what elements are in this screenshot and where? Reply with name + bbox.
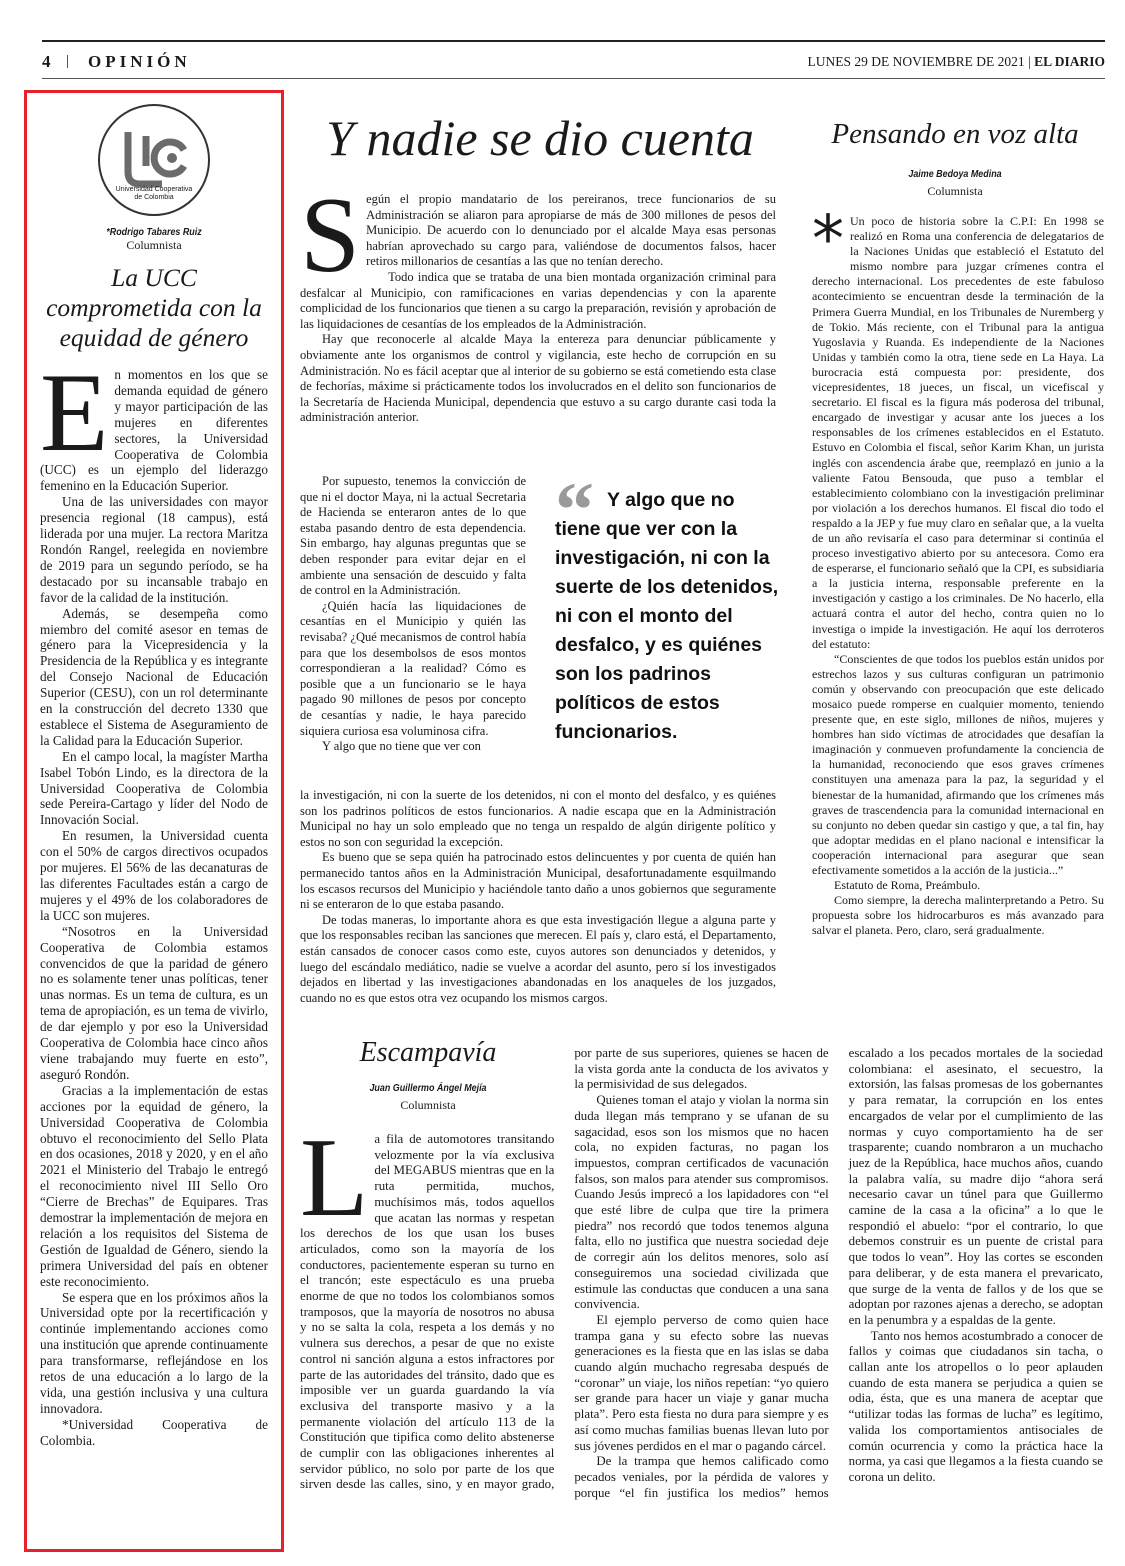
editorial-paragraph: De todas maneras, lo importante ahora es que esta investigación llegue a alguna parte y que los responsables reciban las sanciones que merecen. El país y, claro está, el Departamento, están cansados de conocer casos como este, cuyos autores son denunciados y detenidos, y luego del escándalo mediático, nadie se vuelve a acordar del asunto, pero sí los investigados dejados en libertad y las investigaciones abandonadas en los anaqueles de los juzgados, cuando no es que estos otra vez ocupando los mismos cargos.	[300, 912, 776, 1005]
paper-name: EL DIARIO	[1034, 54, 1105, 69]
right-paragraph: Como siempre, la derecha malinterpretando a Petro. Su propuesta sobre los hidrocarburos es más avanzado para salvar el planeta. Pero, claro, será gradualmente.	[812, 893, 1104, 938]
right-column-body	[812, 203, 1104, 939]
editorial-paragraph: Hay que reconocerle al alcalde Maya la entereza para denunciar públicamente y obviamente ante los organismos de control y vigilancia, este hecho de corrupción en su Administración. No es fácil aceptar que al interior de su gobierno se está cometiendo esta clase de fechorías, máxime si prácticamente todos los involucrados en el delito son funcionarios de la Secretaría de Hacienda Municipal, dependencia que estuvo a su cargo durante casi toda la administración anterior.	[300, 332, 776, 425]
editorial-paragraph: la investigación, ni con la suerte de los detenidos, ni con el monto del desfalco, y es quiénes son los padrinos políticos de estos funcionarios. A nadie escapa que en la Administración Municipal no hay un solo empleado que no tenga un respaldo de algún dirigente político y estos no son con seguridad la excepción.	[300, 788, 776, 849]
left-footnote: *Universidad Cooperativa de Colombia.	[40, 1416, 268, 1448]
bottom-article-body	[300, 1046, 1103, 1552]
left-paragraph: Gracias a la implementación de estas acciones por la equidad de género, la Universidad Cooperativa de Colombia obtuvo el reconocimiento del Sello Plata en dos ocasiones, 2018 y 2020, y en el año 2021 el Ministerio del Trabajo le entregó el reconocimiento nivel III Sello Oro “Cierre de Brechas” de Equipares. Tras demostrar la implementación de mejora en relación a los requisitos del Sistema de Gestión de Igualdad de Género, siendo la primera Universidad del país en obtener este reconocimiento.	[40, 1082, 268, 1289]
left-paragraph: Se espera que en los próximos años la Universidad opte por la recertificación y continúe implementando acciones como una institución que aprende continuamente para transformarse, reflejándose en los retos de una educación a lo largo de la vida, una gestión inclusiva y una cultura innovadora.	[40, 1289, 268, 1416]
right-byline-role: Columnista	[927, 184, 983, 198]
left-column	[40, 96, 268, 1546]
header-top-rule	[42, 40, 1105, 42]
ucc-logo	[98, 104, 210, 216]
right-byline: Jaime Bedoya Medina	[908, 168, 1002, 180]
bottom-article-title: Escampavía	[359, 1037, 497, 1068]
page-header	[42, 52, 1105, 76]
quote-mark-icon: “	[555, 466, 594, 553]
editorial-paragraph: ¿Quién hacía las liquidaciones de cesantías en el Municipio y quién las revisaba? ¿Qué mecanismos de control había para que los desembolsos de esos montos correspondieran a la realidad? Cómo es posible que a un funcionario se le haya pagado 90 millones de pesos por concepto de cesantías y nadie, le haya parecido siquiera curiosa esa voluminosa cifra.	[300, 598, 526, 738]
left-byline: *Rodrigo Tabares Ruiz	[106, 226, 202, 238]
bottom-paragraph: De la trampa que hemos calificado como pecados veniales, por la pérdida de valores y porque “el fin justifica los medios” hemos escalado a los pecados mortales de la sociedad colombiana: el asesinato, el secuestro, la extorsión, las falsas promesas de los gobernantes y para rematar, la corrupción en los entes encargados de velar por el cumplimiento de las normas y cuyo comportamiento ha de ser trasparente; cuando nombraron a un muchacho juez de la República, hace muchos años, cuando la palabra valía, su madre dijo “ahora será necesario cavar un túnel para que Guillermo camine de la casa a la oficina” a lo que le respondió el abuelo: “por el contrario, lo que debemos construir es un puente de cristal para que todos lo vean”. Hoy las cortes se esconden para deliberar, y de esta manera el prevaricato, que surge de la venta de fallos y de los que se adoptan por razones ajenas a derecho, se adoptan en la penumbra y a espaldas de la gente.	[574, 1046, 1103, 1500]
bottom-byline-role: Columnista	[400, 1098, 456, 1112]
page-number: 4	[42, 52, 51, 71]
section-label: OPINIÓN	[88, 52, 191, 71]
pull-quote	[555, 466, 780, 747]
logo-caption: Universidad Cooperativa de Colombia	[115, 186, 193, 201]
left-paragraph: En resumen, la Universidad cuenta con el 50% de cargos directivos ocupados por mujeres. El 56% de las decanaturas de las diferentes Facultades están a cargo de mujeres y el 49% de los colaboradores de la UCC son mujeres.	[40, 828, 268, 923]
left-paragraph: n momentos en los que se demanda equidad de género y mayor participación de las mujeres en diferentes sectores, la Universidad Cooperativa de Colombia (UCC) es un ejemplo del liderazgo femenino en la Educación Superior.	[40, 367, 268, 494]
editorial-paragraph: Es bueno que se sepa quién ha patrocinado estos delincuentes y por cuenta de quién han permanecido tantos años en la Administración Municipal, desafortunadamente esquilmando los escasos recursos del Municipio y haciéndole tanto daño a unos gobiernos que seguramente ni se enteraron de lo que estaba pasando.	[300, 850, 776, 912]
pull-quote-text: Y algo que no tiene que ver con la investigación, ni con la suerte de los detenidos, ni con el monto del desfalco, y es quiénes son los padrinos políticos de estos funcionarios.	[555, 489, 779, 743]
editorial-body-bottom	[300, 788, 776, 1006]
right-paragraph: Un poco de historia sobre la C.P.I: En 1998 se realizó en Roma una conferencia de delegatarios de la Naciones Unidas que estableció el Estatuto del mismo nombre para juzgar crímenes contra el derecho internacional. Los precedentes de este fabuloso acontecimiento se encuentran desde la terminación de la Primera Guerra Mundial, en los Tribunales de Nuremberg y de Tokio. Más reciente, con el Tribunal para la antigua Yugoslavia y Ruanda. Es independiente de la Naciones Unidas y también como la otra, tiene sede en La Haya. La burocracia está compuesta por: presidente, dos vicepresidentes, 18 jueces, un fiscal, un vicefiscal y secretario. El fiscal es la figura más poderosa del tribunal, encargado de investigar y acusar ante los jueces a los responsables de los crímenes establecidos en el Estatuto. Estuvo en Colombia el fiscal, señor Karim Khan, un jurista inglés con ascendencia árabe que, reemplazó en junio a la valiente Fatou Bensouda, que puso a temblar el establecimiento colombiano con la investigación preliminar por violación a los derechos humanos. El fiscal dio todo el respaldo a la JEP y fue muy claro en señalar que, a la vuelta de un año revisaría el caso para determinar si continúa el proceso investigativo abierto por su antecesora. Como era de esperarse, el funcionario señaló que la CPI, es subsidiaria a la justicia interna, responsable preferente en la investigación y castigo a los criminales. De No hacerlo, ella actuará contra el autor del hecho, contra quien no lo investiga o impide la investigación. He aquí los derroteros del estatuto:	[812, 214, 1104, 651]
right-column-title: Pensando en voz alta	[831, 118, 1079, 150]
header-dateline: LUNES 29 DE NOVIEMBRE DE 2021 | EL DIARIO	[807, 54, 1105, 69]
bottom-paragraph: Tanto nos hemos acostumbrado a conocer de fallos y coimas que ciudadanos sin tacha, o callan ante los atropellos o lo peor aplauden cuando de esta manera se perjudica a quien se odia, ésta, que es una manera de aceptar que “utilizar todas las formas de lucha” es legítimo, valida los comportamientos antisociales de común ocurrencia y como la práctica hace la norma, ya casi que llegamos a la fiesta cuando se corona un delito.	[848, 1328, 1103, 1484]
left-byline-role: Columnista	[126, 238, 182, 252]
left-paragraph: Además, se desempeña como miembro del comité asesor en temas de género para la Vicepresidencia y la Presidencia de la República y es integrante del Consejo Nacional de Educación Superior (CESU), con un rol determinante en la construcción del decreto 1330 que establece el Sistema de Aseguramiento de la Calidad para la Educación Superior.	[40, 605, 268, 748]
left-paragraph: “Nosotros en la Universidad Cooperativa de Colombia estamos convencidos de que la paridad de género no es solamente tener unas políticas, tener unas normas. Es un tema de cultura, es un tema de apropiación, es un tema de vivirlo, de dar ejemplo y por eso la Universidad Cooperativa de Colombia hace cinco años viene trabajando muy fuerte en esto”, aseguró Rondón.	[40, 923, 268, 1082]
left-article-body	[40, 351, 268, 1449]
right-drop-cap: *	[812, 203, 844, 277]
right-paragraph: Estatuto de Roma, Preámbulo.	[834, 878, 981, 893]
bottom-paragraph: El ejemplo perverso de como quien hace trampa gana y su efecto sobre las nuevas generaciones es la fiesta que en las islas se daba cuando algún muchacho regresaba después de “coronar” un viaje, los niños repetían: “yo quiero ser grande para hacer un viaje y ganar mucha plata”. Pero esta fiesta no dura para siempre y es así como muchas familias buenas llevan luto por sus jóvenes perdidos en el mar o pagando cárcel.	[574, 1312, 829, 1453]
right-paragraph: “Conscientes de que todos los pueblos están unidos por estrechos lazos y sus culturas configuran un patrimonio común y observando con preocupación que este delicado mosaico puede romperse en cualquier momento, teniendo presente que, en este siglo, millones de niños, mujeres y hombres han sido víctimas de atrocidades que desafían la imaginación y conmueven profundamente la conciencia de la humanidad, reconociendo que esos graves crímenes constituyen una amenaza para la paz, la seguridad y el bienestar de la humanidad, afirmando que los crímenes más graves de trascendencia para la comunidad internacional en su conjunto no deben quedar sin castigo y que, a tal fin, hay que adoptar medidas en el plano nacional e intensificar la cooperación internacional para asegurar que sean efectivamente sometidos a la acción de la justicia...”	[812, 651, 1104, 878]
editorial-paragraph: Y algo que no tiene que ver con	[322, 739, 481, 754]
bottom-paragraph: a fila de automotores transitando velozmente por la vía exclusiva del MEGABUS mientras que en la ruta permitida, muchos, muchísimos más, todos aquellos que acatan las normas y respetan los derechos de los que usan los buses articulados, como son la mayoría de los conductores, pacientemente esperan su turno en el trancón; este espectáculo es una prueba enorme de que no todos los colombianos somos tramposos, que la mayoría de nosotros no abusa y no se salta la cola, respeta a los demás y no vulnera sus derechos, a pesar de que no existe control ni sanción alguna a estos infractores por parte de las autoridades del tránsito, dado que es imposible ver un guarda guardando la vía exclusiva del transporte masivo y a la permanente violación del artículo 113 de la Constitución que tipifica como delito abstenerse de cumplir con las obligaciones inherentes al servidor público, no solo por parte de los que sirven desde las calles, sino, y en mayor grado, por parte de sus superiores, quienes se hacen de la vista gorda ante la conducta de los avivatos y la permisividad de sus delegados.	[300, 1046, 829, 1492]
editorial-paragraph: Todo indica que se trataba de una bien montada organización criminal para desfalcar al Municipio, con ramificaciones en varias dependencias y con la aparente complicidad de los funcionarios que tienen a su cargo la preparación, revisión y aprobación de las liquidaciones de cesantías de los empleados de la Administración.	[300, 269, 776, 331]
header-bottom-rule	[42, 78, 1105, 79]
header-date: LUNES 29 DE NOVIEMBRE DE 2021	[807, 54, 1025, 69]
editorial-drop-cap: S	[300, 176, 361, 295]
bottom-paragraph: Quienes toman el atajo y violan la norma sin duda llegan más temprano y se ufanan de su sagacidad, esos son los mismos que no hacen cola, no expiden facturas, no pagan los impuestos, compran certificados de vacunación falsos, son malos para atender sus compromisos. Cuando Jesús imprecó a los lapidadores con “el que esté libre de culpa que tire la primera piedra” nos recordó que todos tenemos alguna falta, ello no justifica que nuestra sociedad deje de corregir aún los delitos menores, solo así conseguiremos una sociedad civilizada que estimule las conductas que conducen a una sana convivencia.	[574, 1093, 829, 1312]
bottom-drop-cap: L	[300, 1116, 369, 1240]
left-paragraph: Una de las universidades con mayor presencia regional (18 campus), está liderada por una mujer. La rectora Maritza Rondón Rangel, reelegida en noviembre de 2019 para un segundo período, se ha destacado por su incansable trabajo en favor de la calidad de la institución.	[40, 494, 268, 605]
header-separator: |	[66, 53, 70, 69]
left-paragraph: En el campo local, la magíster Martha Isabel Tobón Lindo, es la directora de la Universidad Cooperativa de Colombia sede Pereira-Cartago y líder del Nodo de Innovación Social.	[40, 748, 268, 828]
editorial-title: Y nadie se dio cuenta	[326, 110, 754, 166]
editorial-body-top	[300, 176, 776, 426]
editorial-paragraph: egún el propio mandatario de los pereiranos, trece funcionarios de su Administración se aliaron para apropiarse de más de 300 millones de pesos del Municipio. De acuerdo con lo denunciado por el alcalde Maya esas personas habrían aprovechado su cargo para, valiéndose de documentos falsos, hacer retiros millonarios de cesantías a las que no tenían derecho.	[366, 192, 776, 269]
editorial-body-narrow	[300, 474, 526, 755]
bottom-byline: Juan Guillermo Ángel Mejía	[369, 1082, 487, 1094]
left-drop-cap: E	[40, 351, 109, 475]
editorial-paragraph: Por supuesto, tenemos la convicción de que ni el doctor Maya, ni la actual Secretaria de Hacienda se enteraron antes de lo que estaba pasando dentro de esta dependencia. Sin embargo, hay algunas preguntas que se deben responder para evitar dejar en el ambiente una sensación de descuido y falta de control en la Administración.	[300, 474, 526, 598]
left-article-title: La UCC comprometida con la equidad de género	[46, 263, 262, 352]
